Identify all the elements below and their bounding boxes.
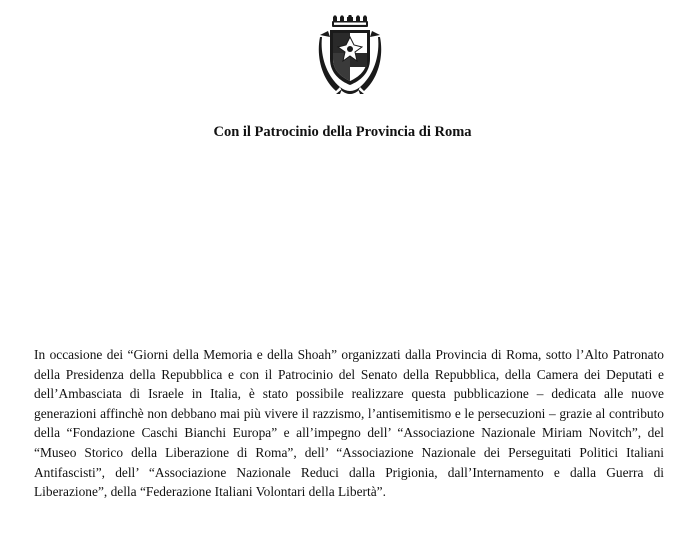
page-heading: Con il Patrocinio della Provincia di Roma: [213, 124, 472, 140]
body-paragraph: In occasione dei “Giorni della Memoria e della Shoah” organizzati dalla Provincia di Roma, sotto l’Alto Patronato della Presidenza della Repubblica e con il Patrocinio del Senato della Repubblica, della Camera dei Deputati e dell’Ambasciata di Israele in Italia, è stato possibile realizzare questa pubblicazione – dedicata alle nuove generazioni affinchè non debbano mai più vivere il razzismo, l’antisemitismo e le persecuzioni – grazie al contributo della “Fondazione Caschi Bianchi Europa” e all’impegno dell’ “Associazione Nazionale Miriam Novitch”, del “Museo Storico della Liberazione di Roma”, dell’ “Associazione Nazionale dei Perseguitati Politici Italiani Antifascisti”, dell’ “Associazione Nazionale Reduci dalla Prigionia, dall’Internamento e dalla Guerra di Liberazione”, della “Federazione Italiani Volontari della Libertà”.: [34, 347, 664, 500]
province-coat-of-arms-icon: [318, 15, 382, 95]
